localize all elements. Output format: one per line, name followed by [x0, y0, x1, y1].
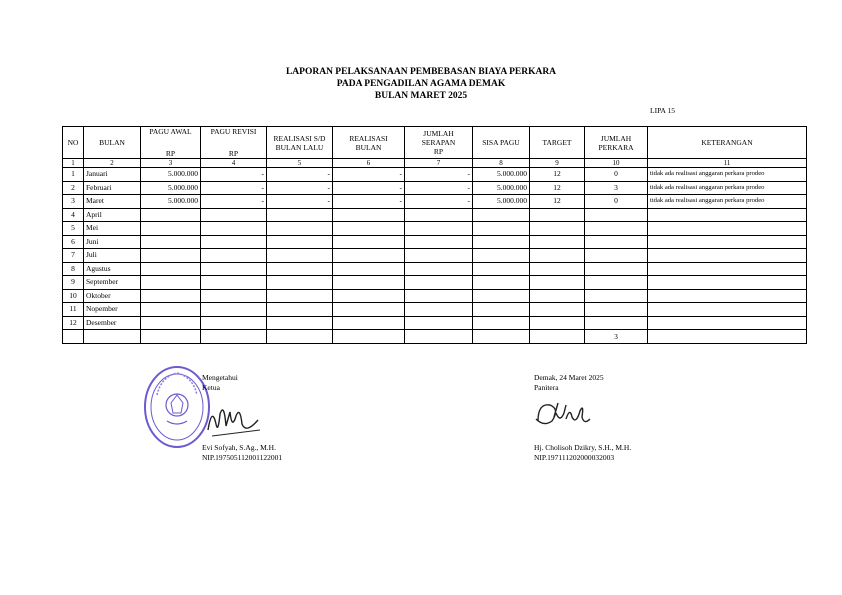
- cell-sisa-pagu: 5.000.000: [473, 168, 530, 182]
- empty-cell: [405, 330, 473, 344]
- cell-sisa-pagu: 5.000.000: [473, 181, 530, 195]
- report-table: [62, 126, 807, 344]
- signature-block-right: [534, 373, 631, 463]
- cell-target: [530, 235, 585, 249]
- empty-cell: [648, 330, 807, 344]
- table-row: [63, 303, 807, 317]
- cell-keterangan: [648, 222, 807, 236]
- cell-realisasi-bulan: [333, 276, 405, 290]
- cell-bulan: April: [84, 208, 141, 222]
- cell-sisa-pagu: [473, 208, 530, 222]
- empty-cell: [201, 330, 267, 344]
- column-number: 11: [648, 159, 807, 168]
- table-row: [63, 249, 807, 263]
- cell-no: 7: [63, 249, 84, 263]
- cell-keterangan: [648, 289, 807, 303]
- cell-jumlah-serapan: [405, 262, 473, 276]
- cell-realisasi-bulan: -: [333, 168, 405, 182]
- cell-target: 12: [530, 168, 585, 182]
- cell-realisasi-bulan: [333, 249, 405, 263]
- cell-bulan: Juli: [84, 249, 141, 263]
- col-header-realisasi-lalu: [267, 127, 333, 159]
- total-perkara: 3: [585, 330, 648, 344]
- cell-pagu-revisi: [201, 289, 267, 303]
- empty-cell: [473, 330, 530, 344]
- cell-sisa-pagu: [473, 235, 530, 249]
- table-row: [63, 181, 807, 195]
- empty-cell: [141, 330, 201, 344]
- cell-no: 3: [63, 195, 84, 209]
- table-row: [63, 168, 807, 182]
- cell-pagu-awal: 5.000.000: [141, 195, 201, 209]
- cell-realisasi-bulan: [333, 316, 405, 330]
- cell-realisasi-lalu: -: [267, 168, 333, 182]
- cell-pagu-awal: 5.000.000: [141, 168, 201, 182]
- cell-jumlah-perkara: [585, 262, 648, 276]
- cell-jumlah-perkara: [585, 235, 648, 249]
- col-header-pagu-awal-unit: RP: [165, 149, 176, 158]
- cell-realisasi-lalu: [267, 303, 333, 317]
- cell-pagu-awal: [141, 276, 201, 290]
- column-number: 7: [405, 159, 473, 168]
- cell-jumlah-serapan: [405, 208, 473, 222]
- cell-target: [530, 303, 585, 317]
- cell-realisasi-bulan: [333, 235, 405, 249]
- cell-jumlah-serapan: [405, 289, 473, 303]
- cell-keterangan: [648, 316, 807, 330]
- col-header-jumlah-serapan-2: SERAPAN: [421, 138, 456, 147]
- cell-jumlah-serapan: [405, 235, 473, 249]
- cell-pagu-revisi: [201, 303, 267, 317]
- cell-no: 4: [63, 208, 84, 222]
- cell-bulan: Mei: [84, 222, 141, 236]
- cell-keterangan: [648, 303, 807, 317]
- cell-sisa-pagu: [473, 276, 530, 290]
- cell-target: 12: [530, 181, 585, 195]
- cell-sisa-pagu: 5.000.000: [473, 195, 530, 209]
- cell-realisasi-bulan: [333, 208, 405, 222]
- col-header-bulan: BULAN: [84, 127, 141, 159]
- col-header-sisa-pagu: SISA PAGU: [473, 127, 530, 159]
- cell-realisasi-lalu: [267, 276, 333, 290]
- col-header-realisasi-bulan-1: REALISASI: [349, 133, 388, 143]
- column-number: 8: [473, 159, 530, 168]
- cell-keterangan: tidak ada realisasi anggaran perkara prodeo: [648, 181, 807, 195]
- cell-pagu-revisi: [201, 249, 267, 263]
- cell-keterangan: [648, 262, 807, 276]
- cell-target: [530, 249, 585, 263]
- empty-cell: [84, 330, 141, 344]
- col-header-jumlah-perkara-2: PERKARA: [598, 142, 634, 152]
- cell-realisasi-bulan: [333, 222, 405, 236]
- total-row: [63, 330, 807, 344]
- cell-bulan: Juni: [84, 235, 141, 249]
- cell-no: 6: [63, 235, 84, 249]
- empty-cell: [63, 330, 84, 344]
- cell-keterangan: [648, 208, 807, 222]
- column-number: 2: [84, 159, 141, 168]
- col-header-realisasi-lalu-2: BULAN LALU: [275, 142, 324, 152]
- table-row: [63, 208, 807, 222]
- cell-pagu-awal: [141, 303, 201, 317]
- empty-cell: [267, 330, 333, 344]
- col-header-pagu-awal-label: PAGU AWAL: [149, 127, 192, 136]
- cell-jumlah-serapan: -: [405, 195, 473, 209]
- cell-sisa-pagu: [473, 262, 530, 276]
- court-stamp: [143, 365, 211, 449]
- cell-no: 1: [63, 168, 84, 182]
- cell-target: [530, 276, 585, 290]
- cell-pagu-awal: [141, 316, 201, 330]
- cell-sisa-pagu: [473, 289, 530, 303]
- table-row: [63, 289, 807, 303]
- sig-left-acknowledged: Mengetahui: [202, 373, 238, 382]
- sig-left-nip: NIP.197505112001122001: [202, 453, 283, 462]
- table-row: [63, 276, 807, 290]
- cell-target: [530, 222, 585, 236]
- cell-no: 2: [63, 181, 84, 195]
- cell-realisasi-bulan: [333, 303, 405, 317]
- col-header-pagu-awal: [141, 127, 201, 159]
- column-number: 5: [267, 159, 333, 168]
- empty-cell: [530, 330, 585, 344]
- cell-jumlah-perkara: [585, 316, 648, 330]
- sig-left-position: Ketua: [202, 383, 220, 392]
- cell-pagu-revisi: [201, 316, 267, 330]
- sig-right-name: Hj. Cholisoh Dzikry, S.H., M.H.: [534, 443, 632, 452]
- cell-target: [530, 262, 585, 276]
- empty-cell: [333, 330, 405, 344]
- cell-no: 12: [63, 316, 84, 330]
- cell-realisasi-bulan: [333, 262, 405, 276]
- cell-realisasi-bulan: -: [333, 181, 405, 195]
- column-number: 6: [333, 159, 405, 168]
- report-title-3: BULAN MARET 2025: [374, 91, 468, 101]
- col-header-jumlah-serapan: [405, 127, 473, 159]
- col-header-realisasi-lalu-1: REALISASI S/D: [273, 133, 326, 143]
- col-header-no: NO: [63, 127, 84, 159]
- cell-no: 9: [63, 276, 84, 290]
- col-header-pagu-revisi-unit: RP: [228, 149, 239, 158]
- column-number: 4: [201, 159, 267, 168]
- cell-jumlah-serapan: -: [405, 181, 473, 195]
- cell-bulan: September: [84, 276, 141, 290]
- table-row: [63, 222, 807, 236]
- cell-jumlah-perkara: [585, 249, 648, 263]
- cell-jumlah-perkara: [585, 276, 648, 290]
- cell-jumlah-perkara: [585, 303, 648, 317]
- cell-jumlah-perkara: 3: [585, 181, 648, 195]
- sig-left-name: Evi Sofyah, S.Ag., M.H.: [202, 443, 276, 452]
- report-title-1: LAPORAN PELAKSANAAN PEMBEBASAN BIAYA PERKARA: [285, 67, 557, 77]
- cell-bulan: Januari: [84, 168, 141, 182]
- table-row: [63, 316, 807, 330]
- cell-realisasi-lalu: [267, 249, 333, 263]
- cell-bulan: Agustus: [84, 262, 141, 276]
- cell-keterangan: [648, 276, 807, 290]
- cell-pagu-revisi: [201, 222, 267, 236]
- cell-pagu-awal: [141, 235, 201, 249]
- col-header-pagu-revisi-label: PAGU REVISI: [210, 127, 257, 136]
- cell-realisasi-lalu: -: [267, 195, 333, 209]
- cell-jumlah-serapan: [405, 276, 473, 290]
- cell-pagu-awal: [141, 208, 201, 222]
- cell-jumlah-serapan: [405, 222, 473, 236]
- report-title-2: PADA PENGADILAN AGAMA DEMAK: [336, 79, 506, 89]
- cell-pagu-revisi: [201, 208, 267, 222]
- cell-pagu-awal: 5.000.000: [141, 181, 201, 195]
- cell-pagu-revisi: -: [201, 181, 267, 195]
- signature-block-left: [202, 373, 282, 463]
- cell-no: 8: [63, 262, 84, 276]
- cell-jumlah-serapan: [405, 249, 473, 263]
- cell-jumlah-serapan: [405, 303, 473, 317]
- column-number: 9: [530, 159, 585, 168]
- column-number-row: [63, 159, 807, 168]
- col-header-keterangan: KETERANGAN: [648, 127, 807, 159]
- report-code: LIPA 15: [650, 106, 675, 115]
- table-header-row: [63, 127, 807, 159]
- col-header-jumlah-perkara: [585, 127, 648, 159]
- col-header-realisasi-bulan-2: BULAN: [355, 142, 382, 152]
- sig-right-nip: NIP.197111202000032003: [534, 453, 615, 462]
- cell-no: 5: [63, 222, 84, 236]
- column-number: 1: [63, 159, 84, 168]
- cell-pagu-revisi: [201, 276, 267, 290]
- cell-sisa-pagu: [473, 222, 530, 236]
- cell-pagu-revisi: -: [201, 168, 267, 182]
- table-row: [63, 235, 807, 249]
- cell-jumlah-perkara: 0: [585, 195, 648, 209]
- column-number: 10: [585, 159, 648, 168]
- cell-bulan: Oktober: [84, 289, 141, 303]
- col-header-target: TARGET: [530, 127, 585, 159]
- cell-jumlah-perkara: [585, 208, 648, 222]
- cell-realisasi-lalu: [267, 235, 333, 249]
- cell-target: [530, 289, 585, 303]
- col-header-jumlah-serapan-unit: RP: [433, 147, 444, 156]
- cell-pagu-revisi: -: [201, 195, 267, 209]
- cell-keterangan: tidak ada realisasi anggaran perkara prodeo: [648, 195, 807, 209]
- cell-bulan: Februari: [84, 181, 141, 195]
- cell-realisasi-lalu: [267, 208, 333, 222]
- cell-jumlah-serapan: -: [405, 168, 473, 182]
- cell-jumlah-perkara: [585, 222, 648, 236]
- cell-no: 11: [63, 303, 84, 317]
- cell-realisasi-lalu: [267, 262, 333, 276]
- cell-bulan: Maret: [84, 195, 141, 209]
- cell-sisa-pagu: [473, 303, 530, 317]
- cell-keterangan: [648, 235, 807, 249]
- cell-pagu-awal: [141, 289, 201, 303]
- cell-jumlah-perkara: 0: [585, 168, 648, 182]
- cell-bulan: Desember: [84, 316, 141, 330]
- cell-realisasi-lalu: [267, 289, 333, 303]
- sig-right-place-date: Demak, 24 Maret 2025: [534, 373, 604, 382]
- cell-pagu-revisi: [201, 262, 267, 276]
- table-row: [63, 195, 807, 209]
- cell-pagu-awal: [141, 262, 201, 276]
- cell-keterangan: tidak ada realisasi anggaran perkara prodeo: [648, 168, 807, 182]
- cell-jumlah-serapan: [405, 316, 473, 330]
- cell-no: 10: [63, 289, 84, 303]
- column-number: 3: [141, 159, 201, 168]
- cell-jumlah-perkara: [585, 289, 648, 303]
- cell-realisasi-lalu: -: [267, 181, 333, 195]
- cell-keterangan: [648, 249, 807, 263]
- cell-pagu-awal: [141, 222, 201, 236]
- cell-realisasi-lalu: [267, 316, 333, 330]
- cell-target: [530, 316, 585, 330]
- cell-realisasi-bulan: [333, 289, 405, 303]
- col-header-jumlah-perkara-1: JUMLAH: [600, 133, 632, 143]
- cell-sisa-pagu: [473, 249, 530, 263]
- cell-target: 12: [530, 195, 585, 209]
- cell-pagu-revisi: [201, 235, 267, 249]
- cell-target: [530, 208, 585, 222]
- cell-bulan: Nopember: [84, 303, 141, 317]
- col-header-pagu-revisi: [201, 127, 267, 159]
- cell-sisa-pagu: [473, 316, 530, 330]
- cell-pagu-awal: [141, 249, 201, 263]
- sig-right-position: Panitera: [534, 383, 559, 392]
- col-header-jumlah-serapan-1: JUMLAH: [423, 129, 454, 138]
- table-row: [63, 262, 807, 276]
- cell-realisasi-lalu: [267, 222, 333, 236]
- col-header-realisasi-bulan: [333, 127, 405, 159]
- cell-realisasi-bulan: -: [333, 195, 405, 209]
